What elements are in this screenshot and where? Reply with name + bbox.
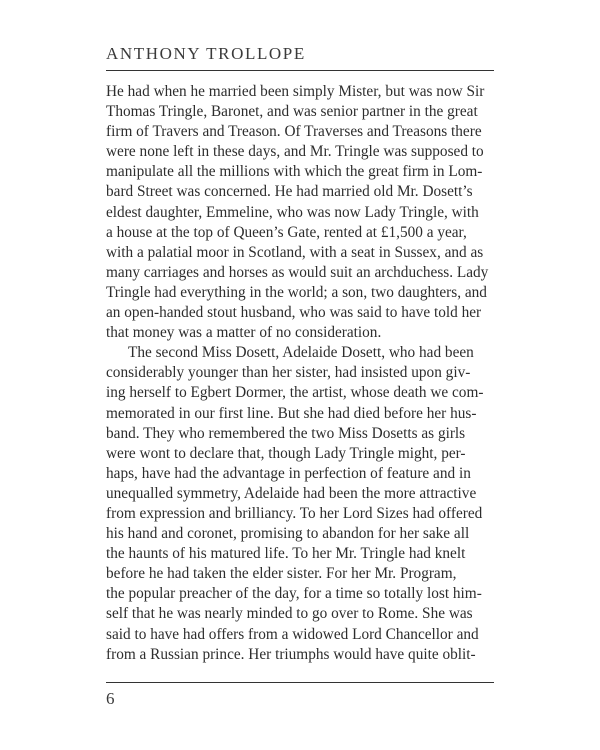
text-line: before he had taken the elder sister. For her Mr. Program, [106,565,457,583]
text-line: bard Street was concerned. He had married old Mr. Dosett’s [106,183,473,201]
text-line-paragraph-start: The second Miss Dosett, Adelaide Dosett, who had been [128,344,474,362]
body-text [106,82,494,665]
text-line: considerably younger than her sister, had insisted upon giv- [106,364,471,382]
text-line: with a palatial moor in Scotland, with a seat in Sussex, and as [106,243,484,261]
text-line: memorated in our first line. But she had died before her hus- [106,404,477,422]
text-line: Thomas Tringle, Baronet, and was senior partner in the great [106,103,478,121]
text-line: his hand and coronet, promising to abandon for her sake all [106,525,470,543]
text-line: firm of Travers and Treason. Of Traverses and Treasons there [106,123,482,141]
text-line: Tringle had everything in the world; a son, two daughters, and [106,283,487,301]
text-line: that money was a matter of no consideration. [106,324,382,342]
text-line: the haunts of his matured life. To her Mr. Tringle had knelt [106,545,466,563]
text-line: said to have had offers from a widowed Lord Chancellor and [106,625,479,643]
text-line: many carriages and horses as would suit an archduchess. Lady [106,263,489,281]
header-rule [106,70,494,71]
running-head: ANTHONY TROLLOPE [106,44,306,63]
text-line: from expression and brilliancy. To her Lord Sizes had offered [106,504,483,522]
page-number: 6 [106,689,115,708]
text-line: an open-handed stout husband, who was said to have told her [106,304,482,322]
text-line: eldest daughter, Emmeline, who was now Lady Tringle, with [106,203,479,221]
text-line: were wont to declare that, though Lady Tringle might, per- [106,444,466,462]
text-line: band. They who remembered the two Miss Dosetts as girls [106,424,466,442]
text-line: unequalled symmetry, Adelaide had been the more attractive [106,484,477,502]
text-line: from a Russian prince. Her triumphs would have quite oblit- [106,645,476,663]
text-line: the popular preacher of the day, for a time so totally lost him- [106,585,482,603]
text-line: self that he was nearly minded to go over to Rome. She was [106,605,473,623]
text-line: a house at the top of Queen’s Gate, rented at £1,500 a year, [106,223,467,241]
text-line: ing herself to Egbert Dormer, the artist, whose death we com- [106,384,484,402]
text-line: were none left in these days, and Mr. Tringle was supposed to [106,143,484,161]
text-line: manipulate all the millions with which the great firm in Lom- [106,163,483,181]
footer-rule [106,682,494,683]
text-line: He had when he married been simply Mister, but was now Sir [106,83,485,100]
text-line: haps, have had the advantage in perfection of feature and in [106,464,471,482]
